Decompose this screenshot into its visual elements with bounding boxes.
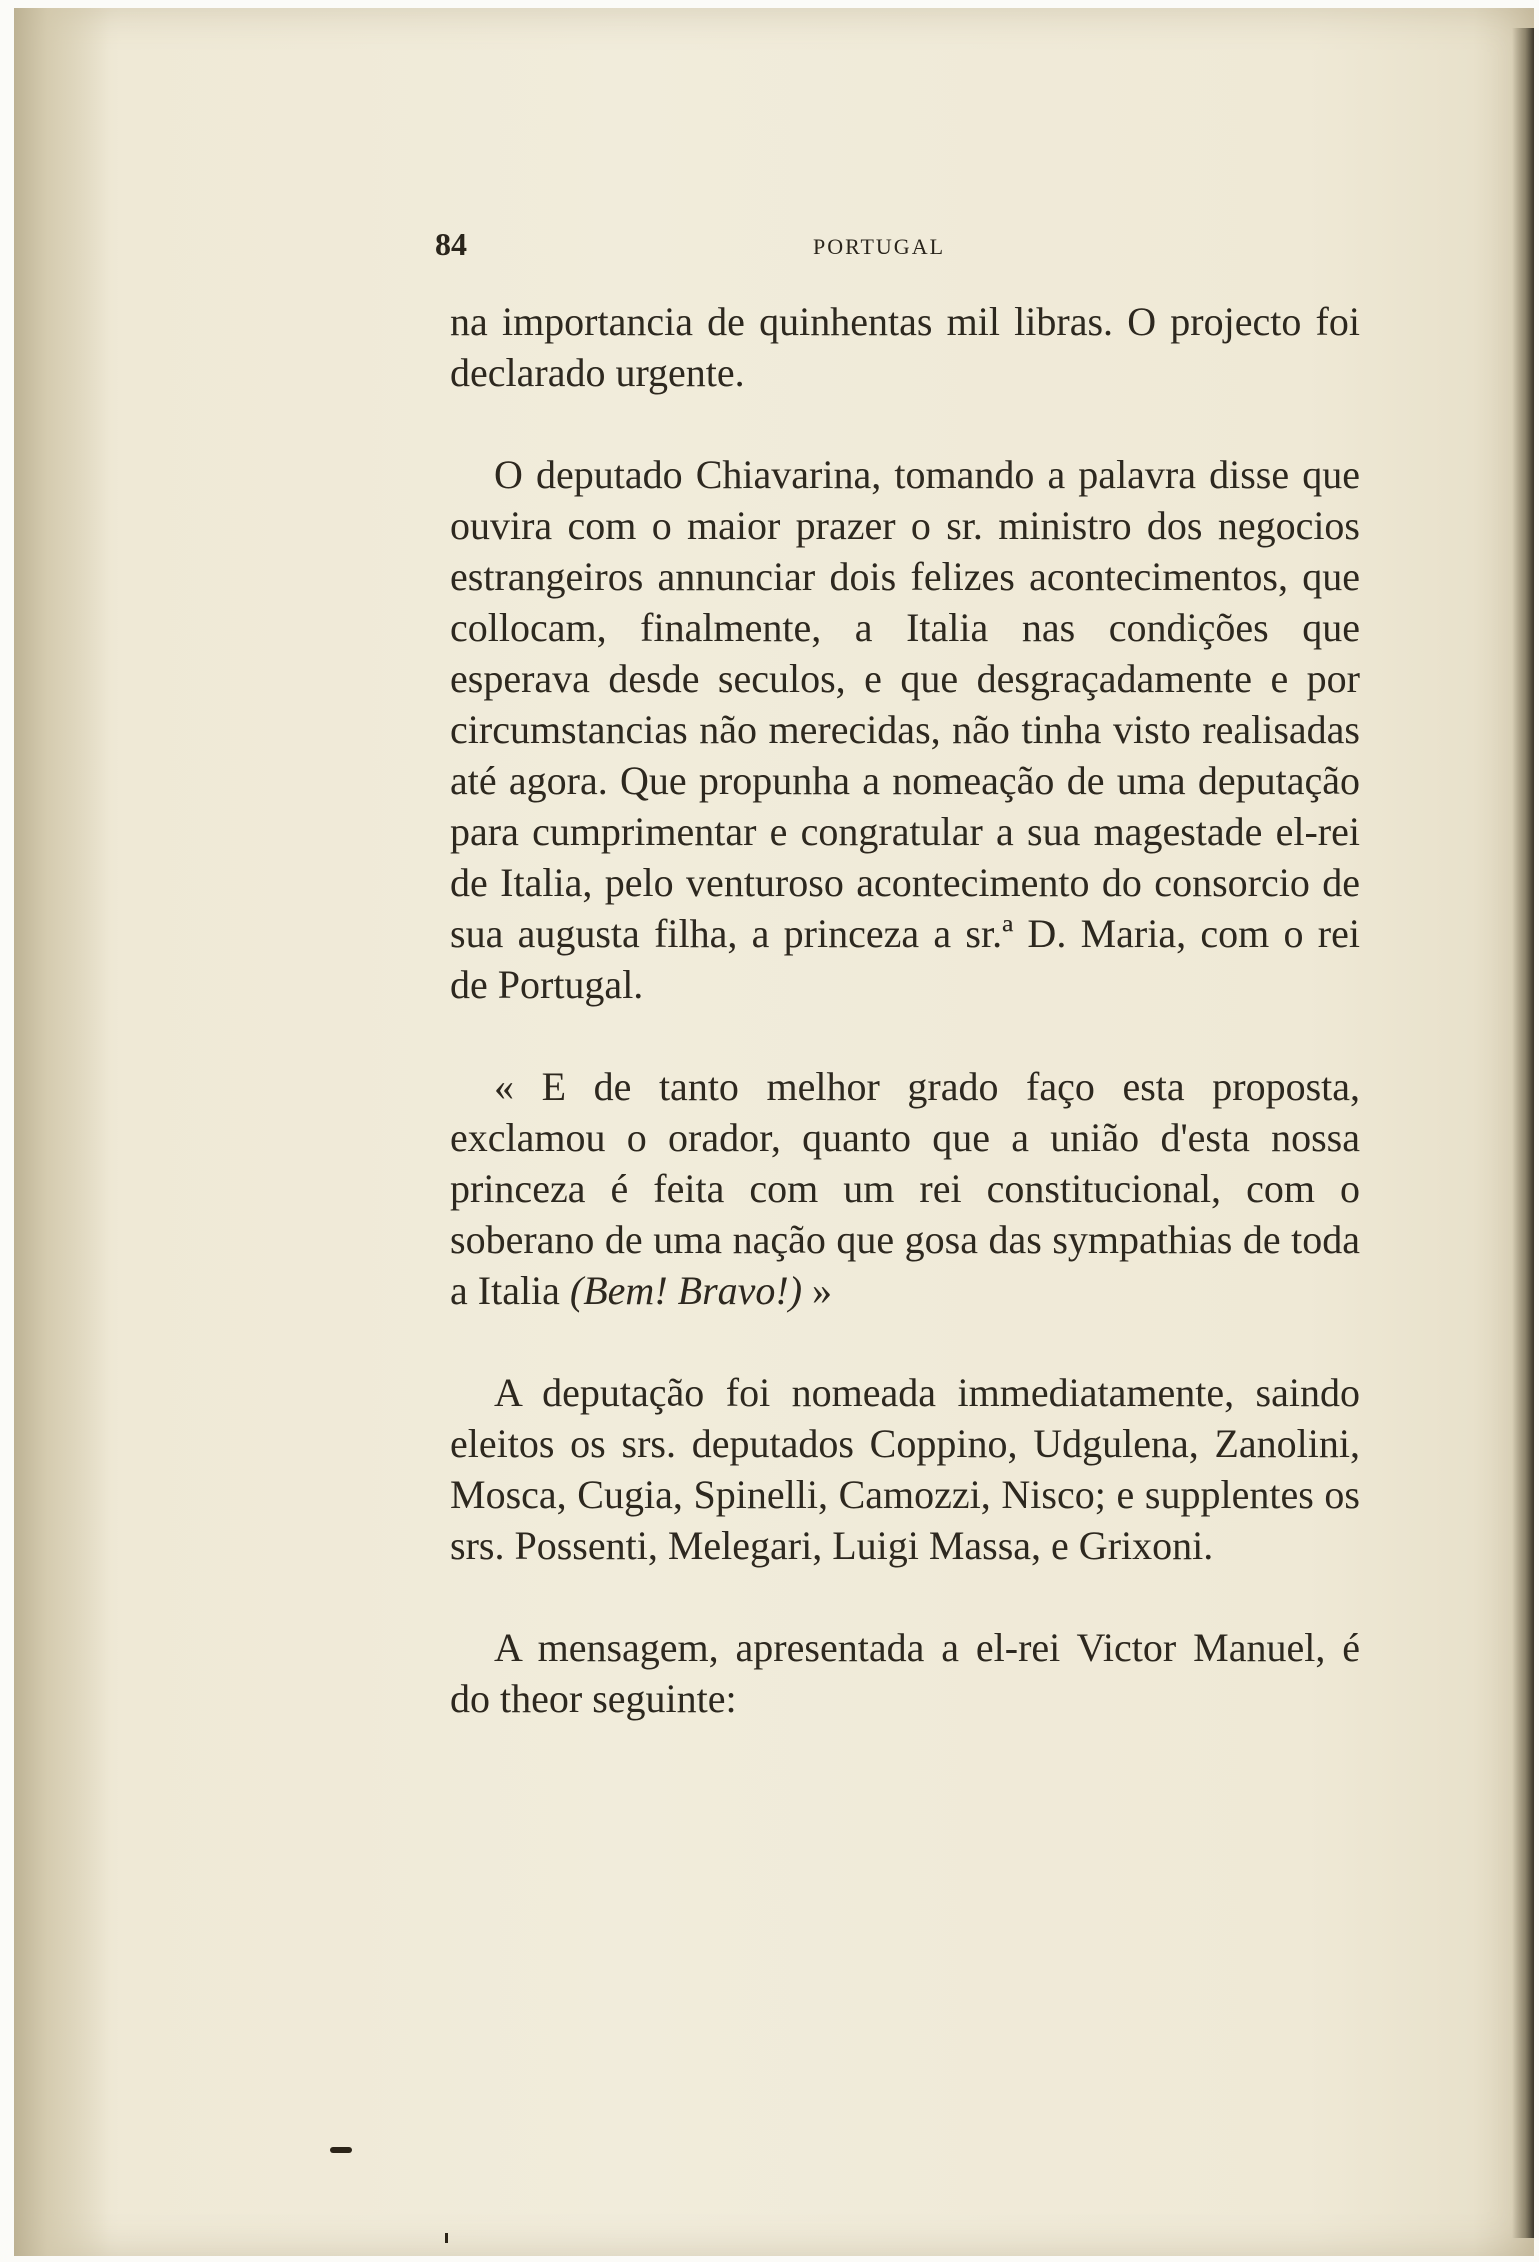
page-gutter-shadow (14, 8, 109, 2256)
running-title: PORTUGAL (813, 234, 946, 259)
paragraph-message-intro: A mensagem, apresentada a el-rei Victor Manuel, é do theor seguinte: (450, 1625, 1360, 1721)
ink-speck (445, 2233, 448, 2243)
paragraph-chiavarina-speech: O deputado Chiavarina, tomando a palavra disse que ouvira com o maior prazer o sr. ministro dos negocios estrangeiros annunciar dois felizes acontecimentos, que collocam, finalmente, a Italia nas condições que esperava desde seculos, e que desgraçadamente e por circumstancias não merecidas, não tinha visto realisadas até agora. Que propunha a nomeação de uma deputação para cumprimentar e congratular a sua magestade el-rei de Italia, pelo venturoso acontecimento do consorcio de sua augusta filha, a princeza a sr.ª D. Maria, com o rei de Portugal. (450, 452, 1360, 1007)
paragraph-quotation (450, 1061, 1360, 1316)
body-text (450, 296, 1360, 1775)
paragraph-continuation: na importancia de quinhentas mil libras. O projecto foi declarado urgente. (450, 299, 1360, 395)
applause-emphasis: (Bem! Bravo!) (569, 1268, 803, 1313)
quotation-close: » (802, 1268, 833, 1313)
page-edge-shadow (1512, 28, 1534, 2238)
quotation-text: « E de tanto melhor grado faço esta proposta, exclamou o orador, quanto que a união d'esta nossa princeza é feita com um rei constitucional, com o soberano de uma nação que gosa das sympathias de toda a Italia (450, 1064, 1360, 1313)
paragraph-deputation: A deputação foi nomeada immediatamente, saindo eleitos os srs. deputados Coppino, Udgulena, Zanolini, Mosca, Cugia, Spinelli, Camozzi, Nisco; e supplentes os srs. Possenti, Melegari, Luigi Massa, e Grixoni. (450, 1370, 1360, 1568)
page-header (435, 226, 1435, 266)
ink-mark (330, 2147, 352, 2153)
page-number: 84 (435, 226, 467, 262)
